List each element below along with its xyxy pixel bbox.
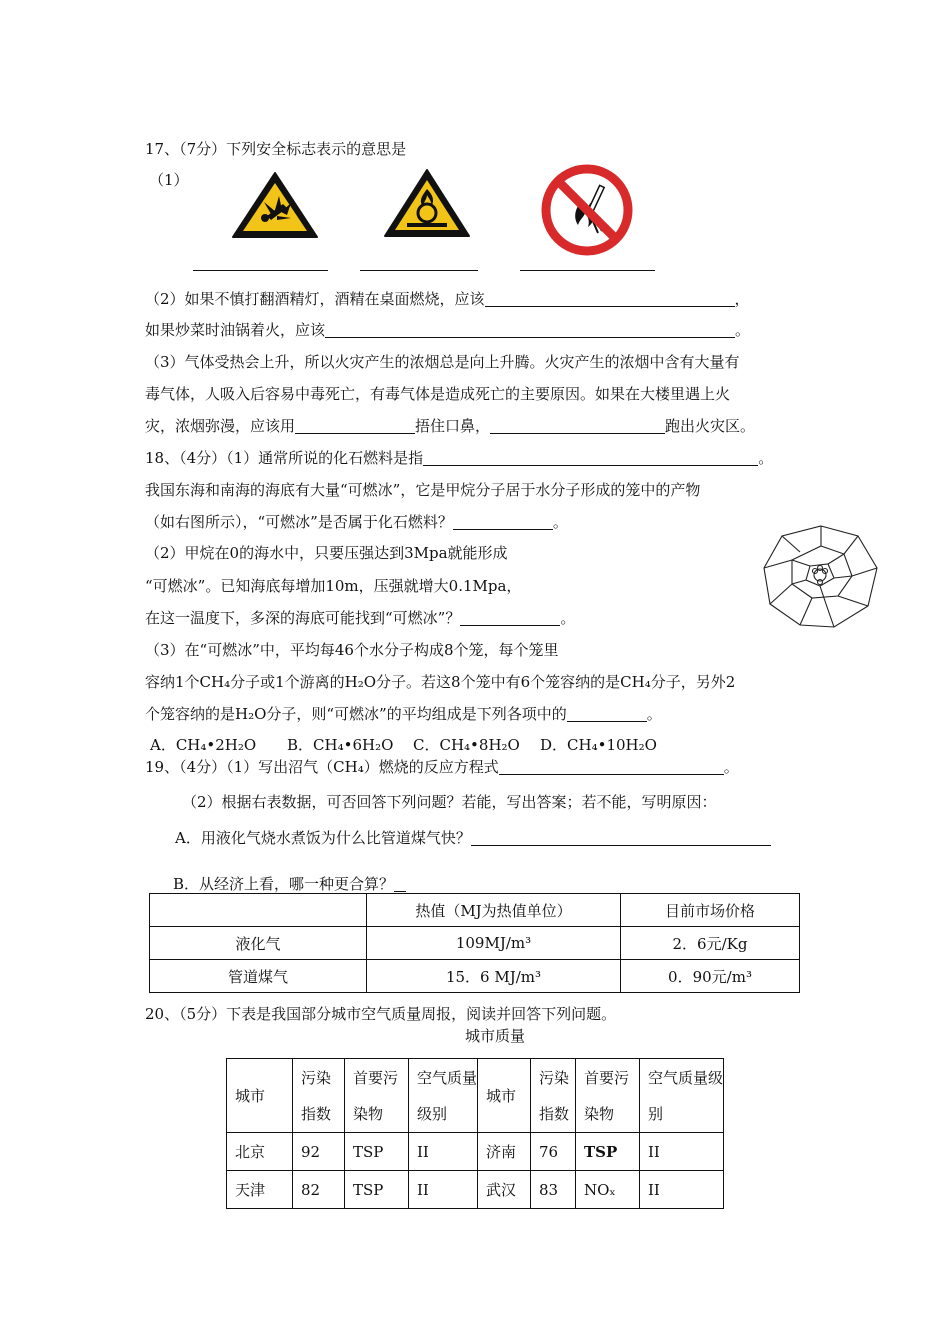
q18-line7: （3）在“可燃冰”中，平均每46个水分子构成8个笼，每个笼里 xyxy=(145,641,559,659)
table-cell: 92 xyxy=(293,1133,345,1171)
table-cell: 2．6元/Kg xyxy=(621,927,800,960)
q17-blank-escape[interactable] xyxy=(490,417,665,434)
table-cell: II xyxy=(409,1133,478,1171)
table-row xyxy=(150,894,800,927)
methane-hydrate-cage-icon xyxy=(760,522,882,632)
punct: 。 xyxy=(735,321,751,339)
air-quality-table xyxy=(226,1058,724,1209)
explosive-warning-icon xyxy=(231,170,319,240)
punct: 。 xyxy=(758,449,774,467)
q17-part2-text-a: （2）如果不慎打翻酒精灯，酒精在桌面燃烧，应该 xyxy=(145,290,485,308)
table-cell: 83 xyxy=(531,1171,576,1209)
q20-line1: 20、（5分）下表是我国部分城市空气质量周报，阅读并回答下列问题。 xyxy=(145,1005,617,1023)
q18-blank-composition[interactable] xyxy=(567,705,647,722)
q18-option-a[interactable]: A．CH₄•2H₂O xyxy=(150,736,257,754)
table-row xyxy=(150,960,800,993)
q17-part3-line1: （3）气体受热会上升，所以火灾产生的浓烟总是向上升腾。火灾产生的浓烟中含有大量有 xyxy=(145,353,740,371)
q17-blank-3[interactable] xyxy=(520,270,655,271)
q18-text-9: 个笼容纳的是H₂O分子，则“可燃冰”的平均组成是下列各项中的 xyxy=(145,705,567,723)
table-row xyxy=(227,1133,724,1171)
table-cell: 武汉 xyxy=(478,1171,531,1209)
table-header-cell xyxy=(293,1059,345,1133)
q18-blank-is-fossil[interactable] xyxy=(453,513,553,530)
table-header-cell: 目前市场价格 xyxy=(621,894,800,927)
q18-text-1: 18、（4分）（1）通常所说的化石燃料是指 xyxy=(145,449,424,467)
table-cell: 109MJ/m³ xyxy=(367,927,621,960)
table-cell: TSP xyxy=(345,1133,409,1171)
table-header-cell xyxy=(640,1059,724,1133)
punct: ， xyxy=(734,290,750,308)
table-cell: 管道煤气 xyxy=(150,960,367,993)
q17-part2-text-b: 如果炒菜时油锅着火，应该 xyxy=(145,321,326,339)
table-row xyxy=(227,1059,724,1133)
q18-line5: “可燃冰”。已知海底每增加10m，压强就增大0.1Mpa， xyxy=(145,577,522,595)
q17-part2-line2 xyxy=(145,320,750,340)
punct: 。 xyxy=(560,609,576,627)
table-cell: TSP xyxy=(576,1133,640,1171)
table-header-cell: 城市 xyxy=(227,1059,293,1133)
q17-blank-1[interactable] xyxy=(193,270,328,271)
header-text: 空气质量级别 xyxy=(648,1068,724,1123)
table-cell: 济南 xyxy=(478,1133,531,1171)
q17-part3-line2: 毒气体，人吸入后容易中毒死亡，有毒气体是造成死亡的主要原因。如果在大楼里遇上火 xyxy=(145,385,731,403)
q18-line3 xyxy=(145,512,568,532)
q19-text-3: A．用液化气烧水煮饭为什么比管道煤气快？ xyxy=(175,829,471,847)
q18-text-6: 在这一温度下，多深的海底可能找到“可燃冰”？ xyxy=(145,609,461,627)
q18-option-d[interactable]: D．CH₄•10H₂O xyxy=(540,736,657,754)
header-text: 污染指数 xyxy=(539,1068,570,1123)
table-header-cell xyxy=(576,1059,640,1133)
q17-blank-2[interactable] xyxy=(360,270,478,271)
table-cell: II xyxy=(640,1133,724,1171)
q18-line1 xyxy=(145,448,773,468)
no-open-flame-icon xyxy=(540,163,634,257)
table-row xyxy=(227,1171,724,1209)
table-header-cell xyxy=(531,1059,576,1133)
table-header-cell xyxy=(150,894,367,927)
table-cell: NOₓ xyxy=(576,1171,640,1209)
table-header-cell xyxy=(409,1059,478,1133)
q17-blank-oil-fire[interactable] xyxy=(325,321,735,338)
table-header-cell: 城市 xyxy=(478,1059,531,1133)
q18-option-c[interactable]: C．CH₄•8H₂O xyxy=(413,736,520,754)
header-text: 首要污染物 xyxy=(353,1068,399,1123)
q17-part3-line3 xyxy=(145,416,755,436)
punct: 。 xyxy=(552,513,568,531)
q18-line8: 容纳1个CH₄分子或1个游离的H₂O分子。若这8个笼中有6个笼容纳的是CH₄分子，另外2 xyxy=(145,673,736,691)
q19-line2: （2）根据右表数据，可否回答下列问题？若能，写出答案；若不能，写明原因： xyxy=(182,793,717,811)
q19-line1 xyxy=(145,757,739,777)
oxidizer-warning-icon xyxy=(383,167,471,239)
q17-part3-text-a: 灾，浓烟弥漫，应该用 xyxy=(145,417,296,435)
q17-part3-text-b: 捂住口鼻， xyxy=(415,417,491,435)
q18-line2: 我国东海和南海的海底有大量“可燃冰”，它是甲烷分子居于水分子形成的笼中的产物 xyxy=(145,481,701,499)
table-cell: 82 xyxy=(293,1171,345,1209)
table-cell: 76 xyxy=(531,1133,576,1171)
q17-title: 17、（7分）下列安全标志表示的意思是 xyxy=(145,140,407,158)
q19-blank-equation[interactable] xyxy=(499,758,724,775)
q17-part2-line1 xyxy=(145,289,750,309)
q19-text-1: 19、（4分）（1）写出沼气（CH₄）燃烧的反应方程式 xyxy=(145,758,499,776)
q17-part1-label: （1） xyxy=(149,171,189,189)
q17-blank-alcohol-fire[interactable] xyxy=(485,290,735,307)
q19-blank-a[interactable] xyxy=(471,829,771,846)
q19-line4 xyxy=(173,874,406,894)
table-cell: 15．6 MJ/m³ xyxy=(367,960,621,993)
table-header-cell xyxy=(345,1059,409,1133)
table-cell: 北京 xyxy=(227,1133,293,1171)
table-cell: 天津 xyxy=(227,1171,293,1209)
table-cell: 液化气 xyxy=(150,927,367,960)
table-cell: 0．90元/m³ xyxy=(621,960,800,993)
q18-blank-fossil-fuel[interactable] xyxy=(423,449,758,466)
table-cell: II xyxy=(640,1171,724,1209)
header-text: 空气质量级别 xyxy=(417,1068,478,1123)
table-cell: TSP xyxy=(345,1171,409,1209)
q20-caption: 城市质量 xyxy=(465,1027,526,1045)
header-text: 污染指数 xyxy=(301,1068,332,1123)
q18-line9 xyxy=(145,704,662,724)
q19-text-4: B．从经济上看，哪一种更合算？ xyxy=(173,875,395,893)
q18-option-b[interactable]: B．CH₄•6H₂O xyxy=(287,736,394,754)
q17-part3-text-c: 跑出火灾区。 xyxy=(665,417,756,435)
punct: 。 xyxy=(646,705,662,723)
punct: 。 xyxy=(723,758,739,776)
q18-text-3: （如右图所示），“可燃冰”是否属于化石燃料？ xyxy=(145,513,453,531)
fuel-table xyxy=(149,893,800,993)
q19-blank-b[interactable] xyxy=(394,875,406,892)
q19-line3 xyxy=(175,828,771,848)
header-text: 首要污染物 xyxy=(584,1068,630,1123)
table-cell: II xyxy=(409,1171,478,1209)
table-row xyxy=(150,927,800,960)
q18-line6 xyxy=(145,608,575,628)
q18-blank-depth[interactable] xyxy=(460,609,560,626)
table-header-cell: 热值（MJ为热值单位） xyxy=(367,894,621,927)
q18-line4: （2）甲烷在0的海水中，只要压强达到3Mpa就能形成 xyxy=(145,544,508,562)
q17-blank-cover[interactable] xyxy=(295,417,415,434)
